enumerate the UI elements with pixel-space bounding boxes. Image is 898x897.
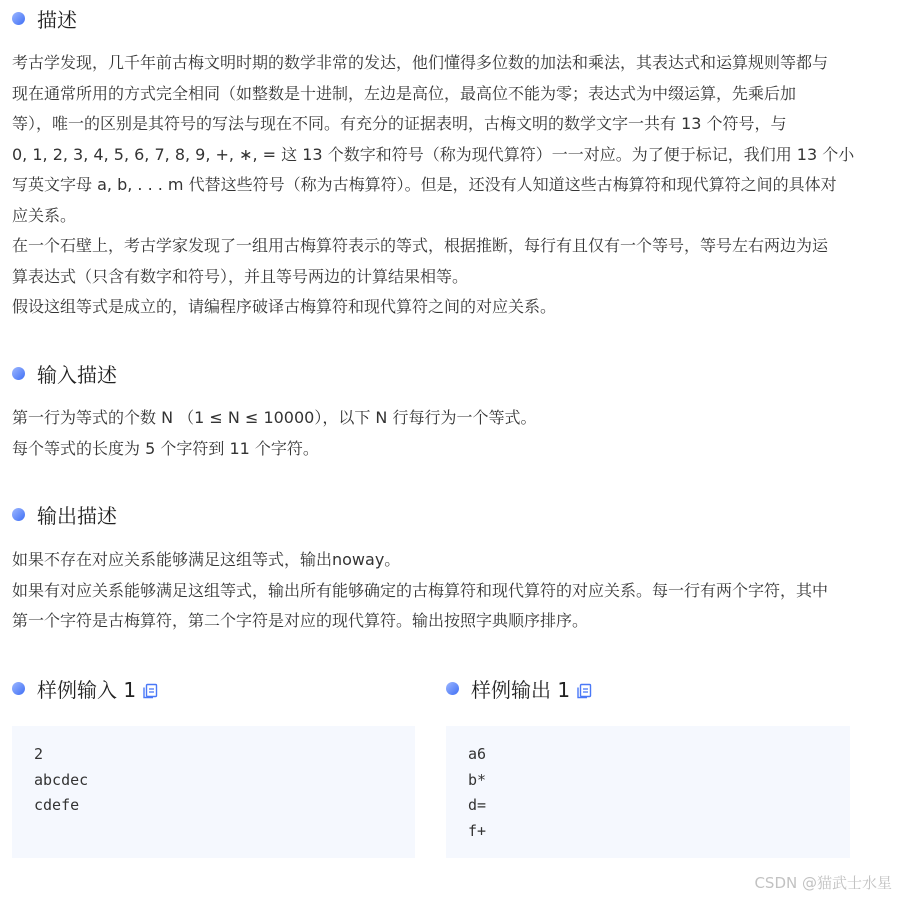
sample-output-code-block[interactable] — [446, 726, 850, 858]
section-heading-output — [0, 499, 117, 529]
description-line: 在一个石壁上，考古学家发现了一组用古梅算符表示的等式，根据推断，每行有且仅有一个等号，等号左右两边为运 — [12, 236, 829, 255]
description-line: 0, 1, 2, 3, 4, 5, 6, 7, 8, 9, +, ∗, = 这 13 个数字和符号（称为现代算符）一一对应。为了便于标记，我们用 13 个小 — [12, 144, 855, 164]
copy-icon[interactable] — [142, 680, 158, 696]
bullet-dot-icon — [12, 682, 25, 695]
code-line: cdefe — [34, 796, 80, 814]
output-line: 第一个字符是古梅算符，第二个字符是对应的现代算符。输出按照字典顺序排序。 — [12, 611, 589, 630]
description-line: 应关系。 — [12, 205, 77, 225]
sample-input-code-block[interactable] — [12, 726, 415, 858]
bullet-dot-icon — [12, 12, 25, 25]
code-line: f+ — [468, 821, 487, 840]
bullet-dot-icon — [12, 367, 25, 380]
description-line: 现在通常所用的方式完全相同（如整数是十进制，左边是高位，最高位不能为零；表达式为中缀运算，先乘后加 — [12, 83, 797, 103]
section-heading-sample-input — [0, 673, 158, 703]
section-title: 样例输出 1 — [471, 677, 571, 702]
section-title: 描述 — [37, 7, 77, 32]
section-title: 输入描述 — [37, 362, 117, 387]
code-line: 2 — [34, 745, 44, 763]
description-line: 算表达式（只含有数字和符号），并且等号两边的计算结果相等。 — [12, 266, 469, 286]
bullet-dot-icon — [12, 508, 25, 521]
output-line: 如果不存在对应关系能够满足这组等式，输出noway。 — [12, 550, 401, 569]
section-heading-input — [0, 358, 117, 388]
output-body — [12, 545, 886, 637]
copy-icon[interactable] — [576, 680, 592, 696]
input-body — [12, 403, 886, 464]
description-line: 考古学发现，几千年前古梅文明时期的数学非常的发达，他们懂得多位数的加法和乘法，其表达式和运算规则等都与 — [12, 53, 829, 72]
input-line: 第一行为等式的个数 N （1 ≤ N ≤ 10000），以下 N 行每行为一个等式。 — [12, 408, 537, 427]
watermark: CSDN @猫武士水星 — [754, 874, 892, 892]
section-heading-sample-output — [434, 673, 592, 703]
code-line: abcdec — [34, 770, 89, 789]
input-line: 每个等式的长度为 5 个字符到 11 个字符。 — [12, 438, 319, 458]
code-line: d= — [468, 796, 487, 814]
description-line: 等），唯一的区别是其符号的写法与现在不同。有充分的证据表明，古梅文明的数学文字一共有 13 个符号，与 — [12, 114, 787, 133]
output-line: 如果有对应关系能够满足这组等式，输出所有能够确定的古梅算符和现代算符的对应关系。每一行有两个字符，其中 — [12, 580, 829, 600]
section-heading-description — [0, 3, 77, 33]
code-line: a6 — [468, 745, 487, 763]
code-line: b* — [468, 770, 487, 789]
description-line: 假设这组等式是成立的，请编程序破译古梅算符和现代算符之间的对应关系。 — [12, 297, 557, 316]
description-body — [12, 48, 886, 323]
section-title: 输出描述 — [37, 503, 117, 528]
section-title: 样例输入 1 — [37, 677, 137, 702]
bullet-dot-icon — [446, 682, 459, 695]
description-line: 写英文字母 a, b, . . . m 代替这些符号（称为古梅算符）。但是，还没有人知道这些古梅算符和现代算符之间的具体对 — [12, 175, 837, 194]
